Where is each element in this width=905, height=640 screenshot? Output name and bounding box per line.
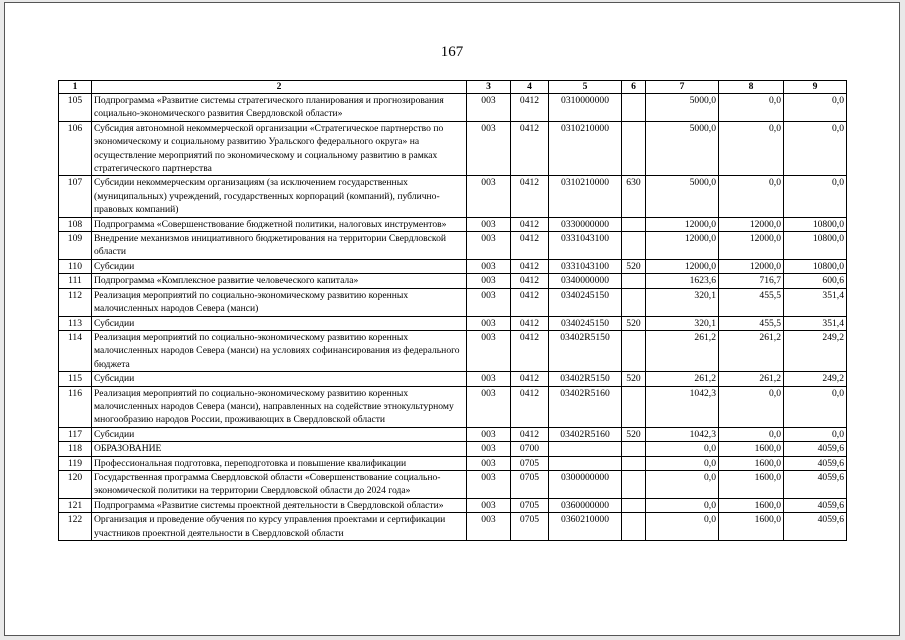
amount-year-1: 0,0: [646, 442, 719, 456]
amount-year-2: 0,0: [719, 427, 784, 441]
amount-year-3: 4059,6: [784, 470, 847, 498]
ministry-code: 003: [467, 121, 511, 176]
expense-type-code: [622, 94, 646, 122]
amount-year-1: 0,0: [646, 498, 719, 512]
amount-year-3: 249,2: [784, 372, 847, 386]
target-article-code: 0330000000: [549, 217, 622, 231]
amount-year-2: 1600,0: [719, 498, 784, 512]
section-code: 0412: [511, 386, 549, 427]
target-article-code: 0310000000: [549, 94, 622, 122]
amount-year-3: 351,4: [784, 316, 847, 330]
amount-year-3: 4059,6: [784, 442, 847, 456]
column-header: 8: [719, 81, 784, 94]
amount-year-1: 261,2: [646, 330, 719, 371]
amount-year-2: 1600,0: [719, 470, 784, 498]
section-code: 0705: [511, 470, 549, 498]
budget-table: [58, 80, 847, 541]
ministry-code: 003: [467, 288, 511, 316]
amount-year-2: 261,2: [719, 372, 784, 386]
amount-year-2: 12000,0: [719, 217, 784, 231]
document-page: [4, 2, 900, 636]
amount-year-3: 10800,0: [784, 232, 847, 260]
page-number: 167: [440, 44, 464, 60]
expense-type-code: [622, 513, 646, 541]
item-name: ОБРАЗОВАНИЕ: [92, 442, 467, 456]
row-number: 111: [59, 274, 92, 288]
item-name: Профессиональная подготовка, переподготовка и повышение квалификации: [92, 456, 467, 470]
expense-type-code: [622, 470, 646, 498]
target-article-code: 03402R5160: [549, 427, 622, 441]
amount-year-3: 351,4: [784, 288, 847, 316]
section-code: 0412: [511, 176, 549, 217]
row-number: 109: [59, 232, 92, 260]
ministry-code: 003: [467, 513, 511, 541]
amount-year-1: 5000,0: [646, 94, 719, 122]
amount-year-2: 261,2: [719, 330, 784, 371]
amount-year-3: 4059,6: [784, 513, 847, 541]
amount-year-3: 0,0: [784, 176, 847, 217]
section-code: 0700: [511, 442, 549, 456]
table-row: [59, 316, 847, 330]
amount-year-2: 455,5: [719, 316, 784, 330]
amount-year-2: 1600,0: [719, 456, 784, 470]
section-code: 0412: [511, 274, 549, 288]
amount-year-1: 1623,6: [646, 274, 719, 288]
amount-year-2: 1600,0: [719, 442, 784, 456]
section-code: 0412: [511, 232, 549, 260]
ministry-code: 003: [467, 386, 511, 427]
table-row: [59, 386, 847, 427]
target-article-code: 0310210000: [549, 121, 622, 176]
expense-type-code: 520: [622, 427, 646, 441]
expense-type-code: 630: [622, 176, 646, 217]
expense-type-code: [622, 232, 646, 260]
ministry-code: 003: [467, 316, 511, 330]
amount-year-3: 0,0: [784, 386, 847, 427]
amount-year-3: 249,2: [784, 330, 847, 371]
amount-year-1: 320,1: [646, 316, 719, 330]
amount-year-1: 1042,3: [646, 386, 719, 427]
table-row: [59, 427, 847, 441]
ministry-code: 003: [467, 176, 511, 217]
table-row: [59, 470, 847, 498]
row-number: 120: [59, 470, 92, 498]
row-number: 122: [59, 513, 92, 541]
ministry-code: 003: [467, 259, 511, 273]
target-article-code: [549, 442, 622, 456]
column-header: 6: [622, 81, 646, 94]
amount-year-3: 4059,6: [784, 498, 847, 512]
column-header: 3: [467, 81, 511, 94]
item-name: Субсидии некоммерческим организациям (за исключением государственных (муниципальных) учреждений, государственных корпораций (компаний), публично-правовых компаний): [92, 176, 467, 217]
amount-year-2: 0,0: [719, 386, 784, 427]
row-number: 112: [59, 288, 92, 316]
target-article-code: 03402R5150: [549, 330, 622, 371]
item-name: Реализация мероприятий по социально-экономическому развитию коренных малочисленных народов Севера (манси): [92, 288, 467, 316]
target-article-code: 0340245150: [549, 316, 622, 330]
table-row: [59, 121, 847, 176]
amount-year-2: 0,0: [719, 176, 784, 217]
section-code: 0705: [511, 513, 549, 541]
row-number: 117: [59, 427, 92, 441]
expense-type-code: 520: [622, 372, 646, 386]
amount-year-1: 320,1: [646, 288, 719, 316]
amount-year-2: 0,0: [719, 121, 784, 176]
amount-year-2: 455,5: [719, 288, 784, 316]
section-code: 0412: [511, 330, 549, 371]
row-number: 106: [59, 121, 92, 176]
item-name: Субсидия автономной некоммерческой организации «Стратегическое партнерство по экономическому и социальному развитию Уральского федерального округа» на осуществление мероприятий по экономическому и социальному развитию в рамках стратегического партнерства: [92, 121, 467, 176]
target-article-code: 0340245150: [549, 288, 622, 316]
table-row: [59, 442, 847, 456]
table-row: [59, 288, 847, 316]
table-row: [59, 456, 847, 470]
section-code: 0412: [511, 372, 549, 386]
item-name: Внедрение механизмов инициативного бюджетирования на территории Свердловской области: [92, 232, 467, 260]
amount-year-3: 600,6: [784, 274, 847, 288]
column-header: 5: [549, 81, 622, 94]
ministry-code: 003: [467, 442, 511, 456]
amount-year-2: 1600,0: [719, 513, 784, 541]
amount-year-2: 12000,0: [719, 232, 784, 260]
expense-type-code: [622, 217, 646, 231]
expense-type-code: [622, 442, 646, 456]
ministry-code: 003: [467, 498, 511, 512]
section-code: 0412: [511, 288, 549, 316]
table-row: [59, 274, 847, 288]
ministry-code: 003: [467, 217, 511, 231]
row-number: 119: [59, 456, 92, 470]
section-code: 0412: [511, 121, 549, 176]
amount-year-1: 1042,3: [646, 427, 719, 441]
item-name: Государственная программа Свердловской области «Совершенствование социально-экономической политики на территории Свердловской области до 2024 года»: [92, 470, 467, 498]
row-number: 107: [59, 176, 92, 217]
target-article-code: 0331043100: [549, 232, 622, 260]
amount-year-2: 12000,0: [719, 259, 784, 273]
target-article-code: [549, 456, 622, 470]
column-header: 9: [784, 81, 847, 94]
table-row: [59, 372, 847, 386]
section-code: 0705: [511, 498, 549, 512]
row-number: 116: [59, 386, 92, 427]
expense-type-code: 520: [622, 259, 646, 273]
amount-year-1: 5000,0: [646, 121, 719, 176]
amount-year-3: 4059,6: [784, 456, 847, 470]
amount-year-3: 0,0: [784, 427, 847, 441]
ministry-code: 003: [467, 427, 511, 441]
ministry-code: 003: [467, 372, 511, 386]
ministry-code: 003: [467, 330, 511, 371]
expense-type-code: [622, 330, 646, 371]
row-number: 118: [59, 442, 92, 456]
item-name: Подпрограмма «Развитие системы стратегического планирования и прогнозирования социально-экономического развития Свердловской области»: [92, 94, 467, 122]
row-number: 110: [59, 259, 92, 273]
amount-year-1: 12000,0: [646, 217, 719, 231]
table-row: [59, 94, 847, 122]
amount-year-3: 10800,0: [784, 259, 847, 273]
section-code: 0412: [511, 217, 549, 231]
amount-year-2: 0,0: [719, 94, 784, 122]
item-name: Субсидии: [92, 316, 467, 330]
target-article-code: 03402R5160: [549, 386, 622, 427]
amount-year-1: 12000,0: [646, 259, 719, 273]
target-article-code: 0360210000: [549, 513, 622, 541]
item-name: Организация и проведение обучения по курсу управления проектами и сертификации участников проектной деятельности в Свердловской области: [92, 513, 467, 541]
row-number: 115: [59, 372, 92, 386]
table-row: [59, 232, 847, 260]
amount-year-1: 12000,0: [646, 232, 719, 260]
expense-type-code: [622, 498, 646, 512]
target-article-code: 0310210000: [549, 176, 622, 217]
column-header: 7: [646, 81, 719, 94]
amount-year-1: 0,0: [646, 456, 719, 470]
expense-type-code: [622, 456, 646, 470]
expense-type-code: [622, 121, 646, 176]
row-number: 105: [59, 94, 92, 122]
section-code: 0412: [511, 316, 549, 330]
table-row: [59, 176, 847, 217]
target-article-code: 0300000000: [549, 470, 622, 498]
expense-type-code: [622, 288, 646, 316]
row-number: 113: [59, 316, 92, 330]
amount-year-1: 261,2: [646, 372, 719, 386]
item-name: Субсидии: [92, 427, 467, 441]
section-code: 0705: [511, 456, 549, 470]
ministry-code: 003: [467, 94, 511, 122]
amount-year-3: 0,0: [784, 94, 847, 122]
table-row: [59, 330, 847, 371]
table-row: [59, 259, 847, 273]
amount-year-1: 0,0: [646, 513, 719, 541]
section-code: 0412: [511, 94, 549, 122]
item-name: Подпрограмма «Комплексное развитие человеческого капитала»: [92, 274, 467, 288]
column-header: 4: [511, 81, 549, 94]
item-name: Реализация мероприятий по социально-экономическому развитию коренных малочисленных народов Севера (манси) на условиях софинансирования из федерального бюджета: [92, 330, 467, 371]
expense-type-code: 520: [622, 316, 646, 330]
row-number: 114: [59, 330, 92, 371]
target-article-code: 0340000000: [549, 274, 622, 288]
amount-year-3: 10800,0: [784, 217, 847, 231]
table-row: [59, 513, 847, 541]
expense-type-code: [622, 386, 646, 427]
item-name: Подпрограмма «Совершенствование бюджетной политики, налоговых инструментов»: [92, 217, 467, 231]
target-article-code: 03402R5150: [549, 372, 622, 386]
table-header-row: [59, 81, 847, 94]
item-name: Подпрограмма «Развитие системы проектной деятельности в Свердловской области»: [92, 498, 467, 512]
section-code: 0412: [511, 259, 549, 273]
table-row: [59, 498, 847, 512]
target-article-code: 0331043100: [549, 259, 622, 273]
amount-year-1: 0,0: [646, 470, 719, 498]
expense-type-code: [622, 274, 646, 288]
item-name: Реализация мероприятий по социально-экономическому развитию коренных малочисленных народов Севера (манси), направленных на содействие этнокультурному многообразию народов России, проживающих в Свердловской области: [92, 386, 467, 427]
ministry-code: 003: [467, 232, 511, 260]
ministry-code: 003: [467, 456, 511, 470]
table-row: [59, 217, 847, 231]
row-number: 121: [59, 498, 92, 512]
item-name: Субсидии: [92, 372, 467, 386]
item-name: Субсидии: [92, 259, 467, 273]
column-header: 1: [59, 81, 92, 94]
amount-year-1: 5000,0: [646, 176, 719, 217]
ministry-code: 003: [467, 274, 511, 288]
amount-year-2: 716,7: [719, 274, 784, 288]
column-header: 2: [92, 81, 467, 94]
ministry-code: 003: [467, 470, 511, 498]
amount-year-3: 0,0: [784, 121, 847, 176]
section-code: 0412: [511, 427, 549, 441]
target-article-code: 0360000000: [549, 498, 622, 512]
row-number: 108: [59, 217, 92, 231]
